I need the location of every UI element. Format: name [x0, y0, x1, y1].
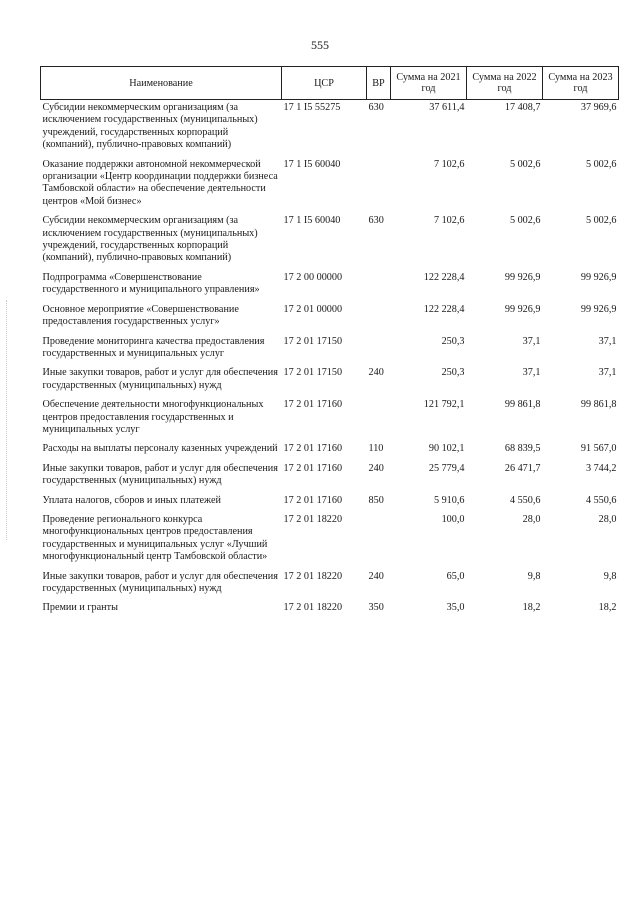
row-sum-2022: 37,1 — [522, 367, 541, 379]
table-row — [41, 334, 619, 366]
row-vr — [367, 397, 391, 441]
row-sum-2023: 5 002,6 — [585, 215, 617, 227]
row-name: Расходы на выплаты персоналу казенных учреждений — [42, 443, 278, 455]
row-vr: 110 — [368, 443, 384, 455]
row-sum-2021: 25 779,4 — [428, 462, 465, 474]
row-sum-2023: 99 926,9 — [580, 271, 617, 283]
row-csr: 17 2 01 17160 — [283, 399, 343, 411]
row-name: Проведение регионального конкурса многофункциональных центров предоставления государственных и муниципальных услуг «Лучший многофункциональный центр Тамбовской области» — [42, 513, 268, 563]
row-sum-2023: 37,1 — [598, 367, 617, 379]
row-csr: 17 1 I5 60040 — [283, 158, 341, 170]
row-csr: 17 2 01 18220 — [283, 513, 343, 525]
row-name: Обеспечение деятельности многофункциональных центров предоставления государственных и муниципальных услуг — [42, 399, 264, 435]
row-vr: 240 — [368, 367, 384, 379]
row-sum-2022: 18,2 — [522, 602, 541, 614]
row-csr: 17 2 01 17150 — [283, 367, 343, 379]
row-sum-2023: 28,0 — [598, 513, 617, 525]
row-sum-2021: 7 102,6 — [433, 215, 465, 227]
row-sum-2021: 122 228,4 — [423, 271, 465, 283]
row-vr: 630 — [368, 102, 384, 113]
header-name: Наименование — [41, 67, 282, 100]
header-sum-2023: Сумма на 2023 год — [543, 67, 619, 100]
page-number: 555 — [311, 38, 329, 52]
row-sum-2023: 37 969,6 — [580, 102, 617, 113]
row-sum-2022: 26 471,7 — [504, 462, 541, 474]
row-sum-2022: 99 926,9 — [504, 303, 541, 315]
row-sum-2021: 7 102,6 — [433, 158, 465, 170]
row-csr: 17 2 01 17160 — [283, 494, 343, 506]
row-sum-2021: 121 792,1 — [423, 399, 465, 411]
table-row — [41, 600, 619, 619]
table-row — [41, 461, 619, 493]
row-name: Иные закупки товаров, работ и услуг для обеспечения государственных (муниципальных) нужд — [42, 462, 278, 487]
row-vr: 850 — [368, 494, 384, 506]
header-sum-2022: Сумма на 2022 год — [467, 67, 543, 100]
row-vr: 240 — [368, 570, 384, 582]
row-sum-2022: 28,0 — [522, 513, 541, 525]
table-row — [41, 100, 619, 157]
table-row — [41, 397, 619, 441]
row-sum-2021: 100,0 — [441, 513, 465, 525]
row-sum-2022: 9,8 — [527, 570, 541, 582]
row-sum-2022: 99 926,9 — [504, 271, 541, 283]
row-csr: 17 1 I5 55275 — [283, 102, 341, 113]
row-sum-2021: 35,0 — [446, 602, 465, 614]
row-sum-2021: 122 228,4 — [423, 303, 465, 315]
row-csr: 17 2 01 17160 — [283, 443, 343, 455]
row-sum-2022: 17 408,7 — [504, 102, 541, 113]
row-sum-2021: 250,3 — [441, 367, 465, 379]
row-csr: 17 2 01 18220 — [283, 570, 343, 582]
row-sum-2023: 18,2 — [598, 602, 617, 614]
row-name: Уплата налогов, сборов и иных платежей — [42, 494, 221, 506]
row-vr — [367, 270, 391, 302]
row-csr: 17 2 01 17160 — [283, 462, 343, 474]
row-name: Субсидии некоммерческим организациям (за исключением государственных (муниципальных) учреждений, государственных корпораций (компаний), публично-правовых компаний) — [42, 215, 258, 264]
row-sum-2023: 5 002,6 — [585, 158, 617, 170]
header-csr: ЦСР — [282, 67, 367, 100]
row-name: Субсидии некоммерческим организациям (за исключением государственных (муниципальных) учреждений, государственных корпораций (компаний), публично-правовых компаний) — [42, 102, 258, 151]
table-row — [41, 213, 619, 270]
row-name: Основное мероприятие «Совершенствование предоставления государственных услуг» — [42, 303, 239, 328]
row-csr: 17 1 I5 60040 — [283, 215, 341, 227]
row-name: Иные закупки товаров, работ и услуг для обеспечения государственных (муниципальных) нужд — [42, 570, 278, 594]
table-row — [41, 157, 619, 214]
row-vr — [367, 512, 391, 569]
row-vr: 350 — [368, 602, 384, 614]
row-sum-2023: 4 550,6 — [585, 494, 617, 506]
row-sum-2023: 3 744,2 — [585, 462, 617, 474]
budget-table — [40, 66, 619, 620]
row-sum-2022: 99 861,8 — [504, 399, 541, 411]
row-sum-2022: 5 002,6 — [509, 158, 541, 170]
header-sum-2021: Сумма на 2021 год — [391, 67, 467, 100]
row-sum-2021: 90 102,1 — [428, 443, 465, 455]
row-name: Подпрограмма «Совершенствование государственного и муниципального управления» — [42, 271, 260, 296]
row-sum-2023: 9,8 — [603, 570, 617, 582]
row-csr: 17 2 01 17150 — [283, 335, 343, 347]
row-sum-2022: 68 839,5 — [504, 443, 541, 455]
header-vr: ВР — [367, 67, 391, 100]
row-vr: 240 — [368, 462, 384, 474]
row-sum-2022: 37,1 — [522, 335, 541, 347]
row-name: Иные закупки товаров, работ и услуг для обеспечения государственных (муниципальных) нужд — [42, 367, 278, 391]
row-sum-2022: 5 002,6 — [509, 215, 541, 227]
row-vr — [367, 334, 391, 366]
row-name: Оказание поддержки автономной некоммерческой организации «Центр координации поддержки бизнеса Тамбовской области» на обеспечение деятельности центров «Мой бизнес» — [42, 158, 278, 207]
table-row — [41, 493, 619, 512]
table-row — [41, 365, 619, 397]
table-row — [41, 441, 619, 460]
row-csr: 17 2 00 00000 — [283, 271, 343, 283]
row-sum-2021: 5 910,6 — [433, 494, 465, 506]
row-name: Премии и гранты — [42, 602, 118, 614]
scan-edge-marks — [6, 300, 9, 540]
row-sum-2023: 99 926,9 — [580, 303, 617, 315]
header-row — [41, 67, 619, 100]
row-csr: 17 2 01 00000 — [283, 303, 343, 315]
row-sum-2023: 37,1 — [598, 335, 617, 347]
row-sum-2021: 65,0 — [446, 570, 465, 582]
row-sum-2023: 91 567,0 — [580, 443, 617, 455]
row-sum-2023: 99 861,8 — [580, 399, 617, 411]
row-sum-2021: 37 611,4 — [429, 102, 465, 113]
table-row — [41, 270, 619, 302]
row-vr: 630 — [368, 215, 384, 227]
table-row — [41, 302, 619, 334]
table-row — [41, 512, 619, 569]
row-vr — [367, 157, 391, 214]
row-vr — [367, 302, 391, 334]
row-sum-2021: 250,3 — [441, 335, 465, 347]
row-csr: 17 2 01 18220 — [283, 602, 343, 614]
row-name: Проведение мониторинга качества предоставления государственных и муниципальных услуг — [42, 335, 265, 359]
row-sum-2022: 4 550,6 — [509, 494, 541, 506]
table-row — [41, 569, 619, 601]
